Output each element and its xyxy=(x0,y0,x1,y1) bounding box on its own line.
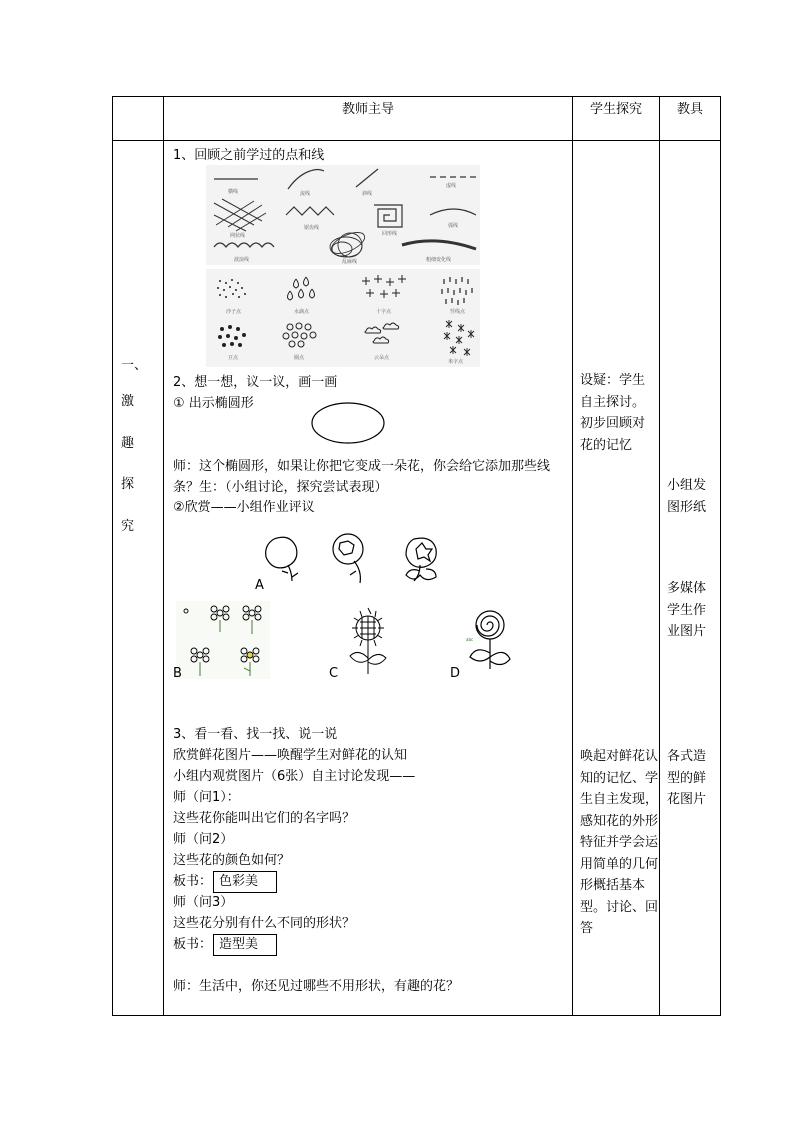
step3-line-5: 师（问2） xyxy=(173,832,234,847)
header-student-exploration: 学生探究 xyxy=(573,97,660,141)
board-prefix: 板书： xyxy=(173,937,213,952)
section-char-3: 探 xyxy=(121,477,135,492)
header-section xyxy=(113,97,164,141)
dot-label: 水滴点 xyxy=(294,309,310,315)
student-work-a xyxy=(248,531,448,591)
student-work-c xyxy=(340,606,396,676)
step2-teacher-question: 师：这个椭圆形，如果让你把它变成一朵花，你会给它添加那些线条？生：（小组讨论，探究尝试表现） xyxy=(173,459,551,495)
board-note-1 xyxy=(173,871,277,893)
work-label-a: A xyxy=(255,578,264,593)
student-block-2: 唤起对鲜花认知的记忆、学生自主发现，感知花的外形特征并学会运用简单的几何形概括基本型。讨论、回答 xyxy=(580,749,659,936)
board-prefix: 板书： xyxy=(173,874,213,889)
step1-title: 1、回顾之前学过的点和线 xyxy=(173,148,325,163)
teaching-aids-cell xyxy=(660,141,721,1016)
step3-line-q3: 师（问3） xyxy=(173,895,234,910)
step3-line-6: 这些花的颜色如何？ xyxy=(173,853,291,868)
line-label: 网状线 xyxy=(230,233,246,239)
line-label: 斜线 xyxy=(362,191,373,197)
line-label: 虚线 xyxy=(446,183,457,189)
work-label-d: D xyxy=(450,666,461,681)
work-label-c: C xyxy=(329,666,339,681)
step3-line-4: 这些花你能叫出它们的名字吗？ xyxy=(173,811,356,826)
student-work-b xyxy=(176,601,270,679)
step3-final-question: 师：生活中，你还见过哪些不用形状，有趣的花？ xyxy=(173,979,460,994)
line-label: 回形线 xyxy=(382,231,398,237)
dot-types-image xyxy=(206,269,480,367)
section-title-cell xyxy=(113,141,164,1016)
work-label-b: B xyxy=(173,666,182,681)
step3-line-2: 小组内观赏图片（6张）自主讨论发现—— xyxy=(173,769,416,784)
line-label: 弧线 xyxy=(448,223,459,229)
tools-block-2: 多媒体学生作业图片 xyxy=(667,581,707,639)
ellipse-shape xyxy=(310,401,386,445)
board-box-color-beauty: 色彩美 xyxy=(213,871,277,893)
section-char-4: 究 xyxy=(121,519,135,534)
dot-label: 云朵点 xyxy=(374,355,390,361)
step3-line-1: 欣赏鲜花图片——唤醒学生对鲜花的认知 xyxy=(173,748,408,763)
student-exploration-cell xyxy=(573,141,660,1016)
table-header-row xyxy=(113,97,721,141)
table-row xyxy=(113,141,721,1016)
header-teaching-aids: 教具 xyxy=(660,97,721,141)
step2-title: 2、想一想，议一议，画一画 xyxy=(173,375,338,390)
line-label: 粗细变化线 xyxy=(426,257,452,263)
svg-text:abc: abc xyxy=(466,637,474,642)
tools-block-1: 小组发图形纸 xyxy=(667,478,707,515)
dot-label: 竖线点 xyxy=(450,309,466,315)
line-types-image xyxy=(206,165,480,265)
teacher-guidance-cell xyxy=(164,141,573,1016)
step3-line-q3b: 这些花分别有什么不同的形状？ xyxy=(173,916,356,931)
line-label: 横线 xyxy=(228,189,239,195)
line-label: 乱麻线 xyxy=(342,259,358,265)
dot-label: 圈点 xyxy=(294,355,305,361)
header-teacher-guidance: 教师主导 xyxy=(164,97,573,141)
student-work-d xyxy=(466,607,520,673)
dot-label: 沙子点 xyxy=(226,309,242,315)
step3-line-3: 师（问1）： xyxy=(173,790,240,805)
step3-title: 3、看一看、找一找、说一说 xyxy=(173,727,338,742)
section-number: 一、 xyxy=(121,358,148,373)
dot-label: 米字点 xyxy=(448,359,464,365)
lesson-plan-table xyxy=(112,96,721,1016)
board-note-2 xyxy=(173,934,277,956)
dot-label: 十字点 xyxy=(376,309,392,315)
student-block-1: 设疑：学生自主探讨。初步回顾对花的记忆 xyxy=(580,373,646,453)
line-label: 锯齿线 xyxy=(304,225,320,231)
board-box-shape-beauty: 造型美 xyxy=(213,934,277,956)
section-char-2: 趣 xyxy=(121,436,135,451)
dot-label: 豆点 xyxy=(228,355,239,361)
section-char-1: 激 xyxy=(121,394,135,409)
step2-sub2: ②欣赏——小组作业评议 xyxy=(173,500,315,515)
step2-sub1: ① 出示椭圆形 xyxy=(173,396,254,411)
line-label: 流线 xyxy=(300,191,311,197)
line-label: 波浪线 xyxy=(234,257,250,263)
tools-block-3: 各式造型的鲜花图片 xyxy=(667,749,707,807)
